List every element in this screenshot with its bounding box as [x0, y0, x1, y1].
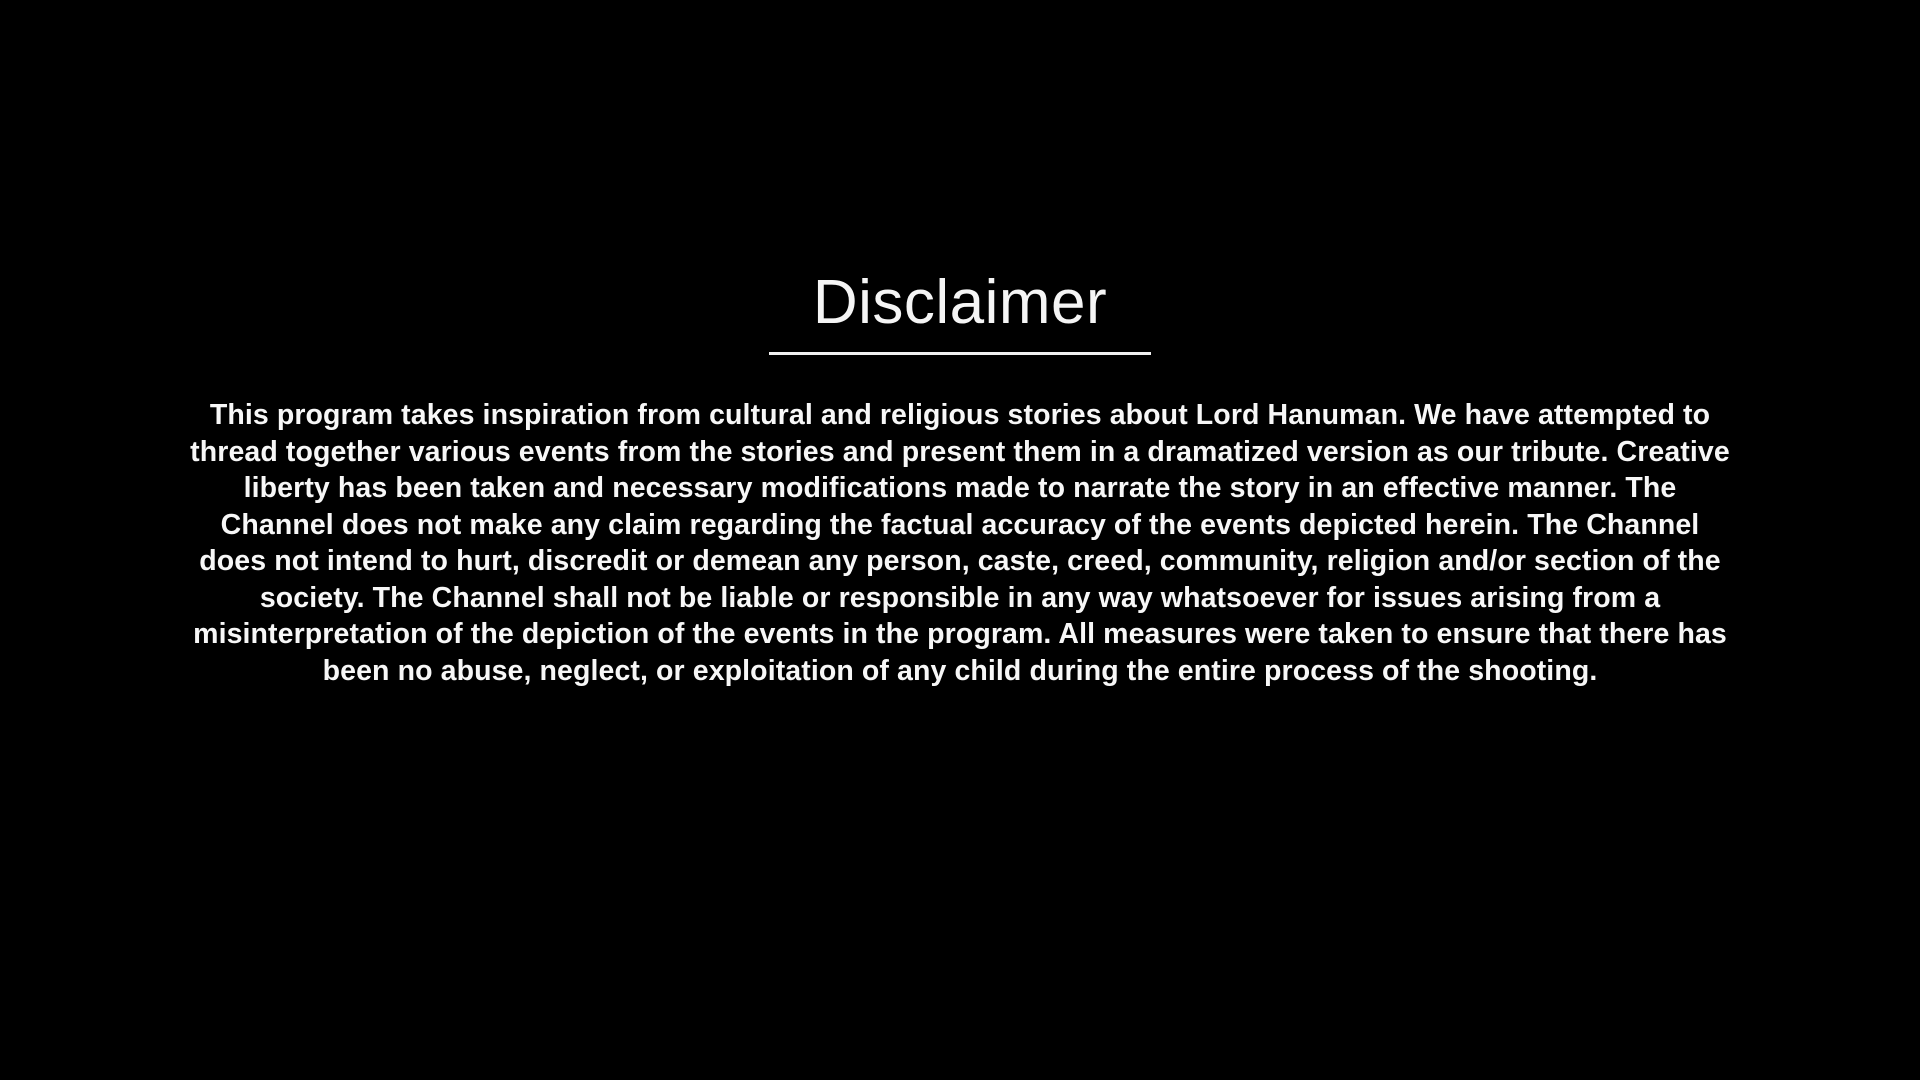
title-block	[769, 268, 1151, 355]
disclaimer-body-block	[190, 397, 1730, 689]
disclaimer-text: This program takes inspiration from cultural and religious stories about Lord Hanuman. We have attempted to thread together various events from the stories and present them in a dramatized version as our tribute. Creative liberty has been taken and necessary modifications made to narrate the story in an effective manner. The Channel does not make any claim regarding the factual accuracy of the events depicted herein. The Channel does not intend to hurt, discredit or demean any person, caste, creed, community, religion and/or section of the society. The Channel shall not be liable or responsible in any way whatsoever for issues arising from a misinterpretation of the depiction of the events in the program. All measures were taken to ensure that there has been no abuse, neglect, or exploitation of any child during the entire process of the shooting.	[190, 399, 1730, 687]
title-divider	[769, 352, 1151, 355]
page-title: Disclaimer	[812, 268, 1108, 337]
